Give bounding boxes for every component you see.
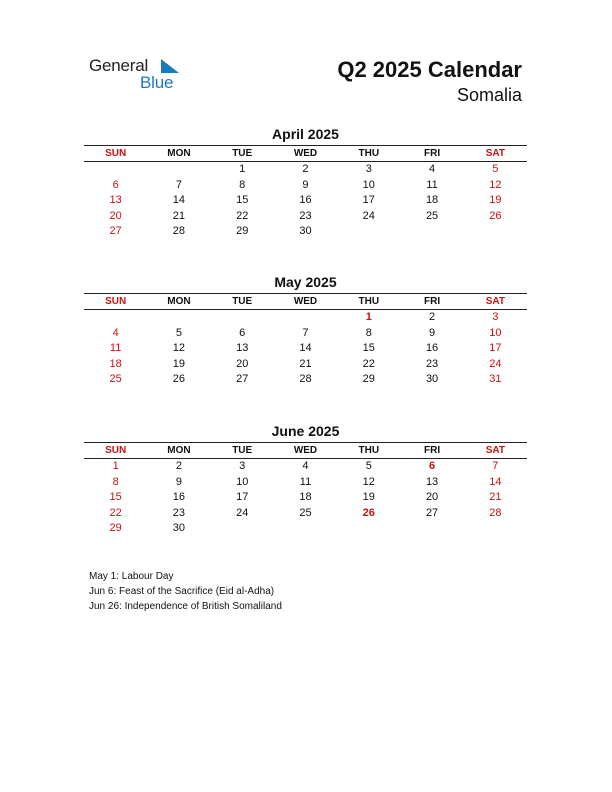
day-cell: 4 bbox=[302, 460, 309, 472]
day-cell: 17 bbox=[362, 194, 375, 206]
days-grid bbox=[84, 459, 527, 537]
day-cell: 27 bbox=[236, 373, 249, 385]
day-cell: 14 bbox=[489, 475, 502, 488]
weekday-label: WED bbox=[293, 296, 318, 307]
day-cell: 8 bbox=[239, 178, 246, 191]
day-cell: 15 bbox=[109, 491, 122, 503]
day-cell: 28 bbox=[172, 225, 186, 237]
day-cell: 29 bbox=[236, 225, 249, 237]
weekday-label: SAT bbox=[485, 148, 505, 159]
empty-day-cell bbox=[274, 310, 337, 326]
empty-day-cell bbox=[211, 521, 274, 537]
day-cell: 2 bbox=[302, 163, 309, 175]
holiday-list bbox=[89, 569, 282, 614]
day-cell: 30 bbox=[425, 373, 439, 385]
day-cell: 27 bbox=[109, 225, 122, 237]
day-cell: 11 bbox=[426, 178, 438, 191]
day-cell: 14 bbox=[172, 194, 186, 206]
weekday-label: MON bbox=[167, 296, 191, 307]
month-title: May 2025 bbox=[274, 274, 337, 290]
weekday-label: TUE bbox=[232, 445, 253, 456]
empty-day-cell bbox=[400, 224, 463, 240]
empty-day-cell bbox=[84, 162, 147, 178]
weekday-label: FRI bbox=[424, 296, 441, 307]
day-cell: 18 bbox=[109, 357, 122, 370]
day-cell: 1 bbox=[239, 163, 246, 175]
day-cell: 20 bbox=[109, 209, 122, 222]
day-cell: 16 bbox=[425, 342, 439, 354]
weekday-label: MON bbox=[167, 148, 191, 159]
weekday-label: TUE bbox=[232, 148, 253, 159]
day-cell: 4 bbox=[112, 326, 119, 339]
holiday-day-cell: 1 bbox=[365, 311, 372, 323]
day-cell: 21 bbox=[172, 209, 186, 222]
day-cell: 28 bbox=[299, 373, 312, 385]
weekday-label: FRI bbox=[424, 445, 441, 456]
empty-day-cell bbox=[464, 521, 527, 537]
weekday-label: FRI bbox=[424, 148, 441, 159]
logo-general-text: General bbox=[89, 56, 149, 75]
day-cell: 12 bbox=[172, 342, 186, 354]
weekday-label: THU bbox=[358, 296, 380, 307]
day-cell: 4 bbox=[429, 163, 436, 175]
day-cell: 23 bbox=[425, 357, 439, 370]
day-cell: 15 bbox=[236, 194, 249, 206]
day-cell: 5 bbox=[492, 163, 499, 175]
weekday-label: SUN bbox=[105, 148, 127, 159]
day-cell: 7 bbox=[302, 326, 309, 339]
weekday-label: SAT bbox=[485, 445, 505, 456]
day-cell: 30 bbox=[299, 225, 312, 237]
day-cell: 5 bbox=[175, 326, 182, 339]
day-cell: 10 bbox=[236, 475, 249, 488]
day-cell: 19 bbox=[172, 357, 186, 370]
weekday-header bbox=[84, 443, 527, 458]
day-cell: 22 bbox=[109, 506, 122, 519]
weekday-header bbox=[84, 146, 527, 161]
day-cell: 10 bbox=[362, 178, 375, 191]
day-cell: 31 bbox=[489, 373, 502, 385]
day-cell: 2 bbox=[429, 311, 436, 323]
empty-day-cell bbox=[147, 162, 210, 178]
month-title: June 2025 bbox=[271, 423, 340, 439]
day-cell: 29 bbox=[362, 373, 375, 385]
day-cell: 18 bbox=[299, 491, 312, 503]
day-cell: 17 bbox=[236, 491, 249, 503]
day-cell: 14 bbox=[299, 342, 312, 354]
day-cell: 30 bbox=[172, 522, 186, 534]
day-cell: 28 bbox=[489, 506, 502, 519]
day-cell: 9 bbox=[429, 326, 436, 339]
holiday-day-cell: 26 bbox=[362, 506, 375, 519]
day-cell: 26 bbox=[172, 373, 186, 385]
empty-day-cell bbox=[84, 310, 147, 326]
day-cell: 6 bbox=[239, 326, 246, 339]
day-cell: 23 bbox=[172, 506, 186, 519]
weekday-label: WED bbox=[293, 445, 318, 456]
day-cell: 24 bbox=[362, 209, 375, 222]
day-cell: 7 bbox=[492, 460, 499, 472]
day-cell: 25 bbox=[425, 209, 439, 222]
weekday-label: WED bbox=[293, 148, 318, 159]
day-cell: 3 bbox=[365, 163, 372, 175]
day-cell: 25 bbox=[109, 373, 122, 385]
empty-day-cell bbox=[211, 310, 274, 326]
day-cell: 2 bbox=[175, 460, 182, 472]
empty-day-cell bbox=[400, 521, 463, 537]
day-cell: 22 bbox=[236, 209, 249, 222]
day-cell: 18 bbox=[425, 194, 439, 206]
day-cell: 16 bbox=[299, 194, 312, 206]
weekday-label: THU bbox=[358, 445, 380, 456]
day-cell: 24 bbox=[236, 506, 249, 519]
days-grid bbox=[84, 162, 527, 240]
weekday-label: THU bbox=[358, 148, 380, 159]
day-cell: 29 bbox=[109, 522, 122, 534]
weekday-label: TUE bbox=[232, 296, 253, 307]
day-cell: 20 bbox=[236, 357, 249, 370]
logo-triangle-icon bbox=[159, 59, 179, 73]
page-title: Q2 2025 Calendar bbox=[337, 57, 522, 82]
day-cell: 3 bbox=[239, 460, 246, 472]
logo-blue-text: Blue bbox=[140, 73, 174, 92]
day-cell: 25 bbox=[299, 506, 312, 519]
day-cell: 5 bbox=[365, 460, 372, 472]
day-cell: 13 bbox=[236, 342, 249, 354]
day-cell: 16 bbox=[172, 491, 186, 503]
day-cell: 12 bbox=[489, 178, 502, 191]
day-cell: 27 bbox=[425, 506, 439, 519]
day-cell: 17 bbox=[489, 342, 502, 354]
holiday-item: Jun 6: Feast of the Sacrifice (Eid al-Adha) bbox=[89, 586, 275, 597]
day-cell: 13 bbox=[109, 194, 122, 206]
day-cell: 1 bbox=[112, 460, 119, 472]
day-cell: 13 bbox=[425, 475, 439, 488]
day-cell: 6 bbox=[112, 178, 119, 191]
day-cell: 23 bbox=[299, 209, 312, 222]
empty-day-cell bbox=[147, 310, 210, 326]
empty-day-cell bbox=[464, 224, 527, 240]
empty-day-cell bbox=[274, 521, 337, 537]
day-cell: 20 bbox=[425, 491, 439, 503]
day-cell: 22 bbox=[362, 357, 375, 370]
weekday-header bbox=[84, 294, 527, 309]
day-cell: 19 bbox=[489, 194, 502, 206]
weekday-label: SUN bbox=[105, 296, 127, 307]
weekday-label: SAT bbox=[485, 296, 505, 307]
month-june bbox=[84, 422, 527, 537]
day-cell: 10 bbox=[489, 326, 502, 339]
day-cell: 15 bbox=[362, 342, 375, 354]
day-cell: 3 bbox=[492, 311, 499, 323]
holiday-item: Jun 26: Independence of British Somaliland bbox=[89, 601, 282, 612]
day-cell: 7 bbox=[175, 178, 182, 191]
day-cell: 8 bbox=[112, 475, 119, 488]
day-cell: 9 bbox=[175, 475, 182, 488]
day-cell: 11 bbox=[299, 475, 312, 488]
day-cell: 8 bbox=[365, 326, 372, 339]
day-cell: 12 bbox=[362, 475, 375, 488]
holiday-item: May 1: Labour Day bbox=[89, 571, 174, 582]
day-cell: 19 bbox=[362, 491, 375, 503]
generalblue-logo bbox=[89, 56, 199, 96]
day-cell: 21 bbox=[489, 491, 502, 503]
weekday-label: MON bbox=[167, 445, 191, 456]
weekday-label: SUN bbox=[105, 445, 127, 456]
empty-day-cell bbox=[337, 224, 400, 240]
day-cell: 9 bbox=[302, 178, 309, 191]
day-cell: 11 bbox=[109, 342, 122, 354]
day-cell: 26 bbox=[489, 209, 502, 222]
empty-day-cell bbox=[337, 521, 400, 537]
month-title: April 2025 bbox=[272, 126, 339, 142]
holiday-day-cell: 6 bbox=[429, 460, 436, 472]
month-may bbox=[84, 273, 527, 388]
days-grid bbox=[84, 310, 527, 388]
day-cell: 24 bbox=[489, 357, 502, 370]
month-april bbox=[84, 125, 527, 240]
day-cell: 21 bbox=[299, 357, 312, 370]
country-name: Somalia bbox=[456, 85, 522, 105]
